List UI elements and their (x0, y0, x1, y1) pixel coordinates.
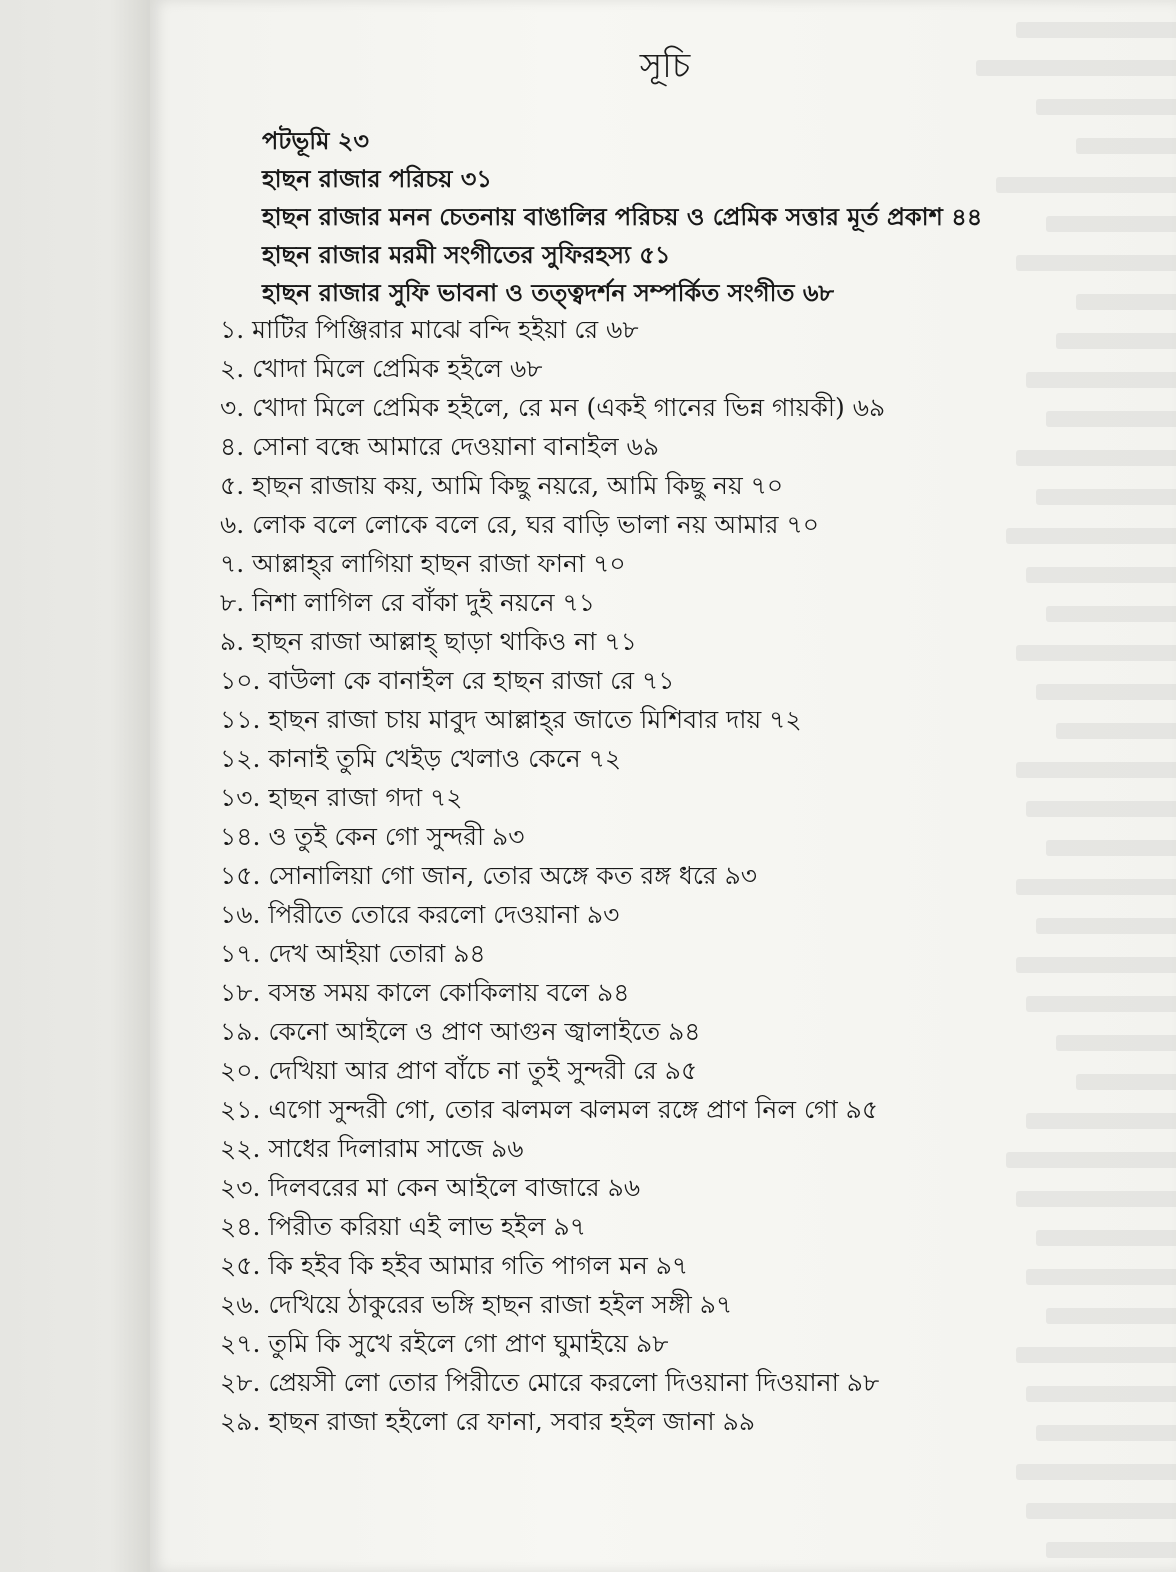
song-entry: ২৭. তুমি কি সুখে রইলে গো প্রাণ ঘুমাইয়ে ৯৮ (220, 1329, 669, 1358)
song-entry: ৬. লোক বলে লোকে বলে রে, ঘর বাড়ি ভালা নয় আমার ৭০ (220, 510, 820, 539)
song-entry: ৮. নিশা লাগিল রে বাঁকা দুই নয়নে ৭১ (220, 588, 595, 617)
song-entry: ২৯. হাছন রাজা হইলো রে ফানা, সবার হইল জানা ৯৯ (220, 1407, 756, 1436)
song-entry: ১৯. কেনো আইলে ও প্রাণ আগুন জ্বালাইতে ৯৪ (220, 1017, 701, 1046)
section-heading: হাছন রাজার মরমী সংগীতের সুফিরহস্য ৫১ (262, 241, 671, 269)
facing-page-margin (0, 0, 158, 1572)
song-entry: ১৮. বসন্ত সময় কালে কোকিলায় বলে ৯৪ (220, 978, 630, 1007)
song-entry: ২১. এগো সুন্দরী গো, তোর ঝলমল ঝলমল রঙ্গে প্রাণ নিল গো ৯৫ (220, 1095, 879, 1124)
song-list (220, 310, 1140, 1441)
section-heading: পটভূমি ২৩ (262, 127, 370, 155)
song-entry: ৪. সোনা বন্ধে আমারে দেওয়ানা বানাইল ৬৯ (220, 432, 660, 461)
song-entry: ২৬. দেখিয়ে ঠাকুরের ভঙ্গি হাছন রাজা হইল সঙ্গী ৯৭ (220, 1290, 733, 1319)
song-entry: ৫. হাছন রাজায় কয়, আমি কিছু নয়রে, আমি কিছু নয় ৭০ (220, 471, 784, 500)
song-entry: ২৩. দিলবরের মা কেন আইলে বাজারে ৯৬ (220, 1173, 641, 1202)
song-entry: ১০. বাউলা কে বানাইল রে হাছন রাজা রে ৭১ (220, 666, 675, 695)
song-entry: ১. মাটির পিঞ্জিরার মাঝে বন্দি হইয়া রে ৬৮ (220, 315, 639, 344)
song-entry: ২. খোদা মিলে প্রেমিক হইলে ৬৮ (220, 354, 543, 383)
song-entry: ১৩. হাছন রাজা গদা ৭২ (220, 783, 463, 812)
song-entry: ৩. খোদা মিলে প্রেমিক হইলে, রে মন (একই গানের ভিন্ন গায়কী) ৬৯ (220, 393, 886, 422)
song-entry: ১১. হাছন রাজা চায় মাবুদ আল্লাহ্‌র জাতে মিশিবার দায় ৭২ (220, 705, 802, 734)
section-heading: হাছন রাজার সুফি ভাবনা ও তত্ত্বদর্শন সম্পর্কিত সংগীত ৬৮ (262, 279, 835, 307)
song-entry: ১৬. পিরীতে তোরে করলো দেওয়ানা ৯৩ (220, 900, 620, 929)
song-entry: ১৫. সোনালিয়া গো জান, তোর অঙ্গে কত রঙ্গ ধরে ৯৩ (220, 861, 758, 890)
song-entry: ২৪. পিরীত করিয়া এই লাভ হইল ৯৭ (220, 1212, 587, 1241)
song-entry: ১২. কানাই তুমি খেইড় খেলাও কেনে ৭২ (220, 744, 622, 773)
song-entry: ২৮. প্রেয়সী লো তোর পিরীতে মোরে করলো দিওয়ানা দিওয়ানা ৯৮ (220, 1368, 880, 1397)
song-entry: ১৭. দেখ আইয়া তোরা ৯৪ (220, 939, 486, 968)
song-entry: ২৫. কি হইব কি হইব আমার গতি পাগল মন ৯৭ (220, 1251, 689, 1280)
song-entry: ৯. হাছন রাজা আল্লাহ্‌ ছাড়া থাকিও না ৭১ (220, 627, 637, 656)
song-entry: ১৪. ও তুই কেন গো সুন্দরী ৯৩ (220, 822, 525, 851)
section-list (262, 122, 1142, 312)
song-entry: ৭. আল্লাহ্‌র লাগিয়া হাছন রাজা ফানা ৭০ (220, 549, 626, 578)
song-entry: ২০. দেখিয়া আর প্রাণ বাঁচে না তুই সুন্দরী রে ৯৫ (220, 1056, 698, 1085)
page-title: সূচি (639, 46, 691, 86)
section-heading: হাছন রাজার পরিচয় ৩১ (262, 165, 492, 193)
song-entry: ২২. সাধের দিলারাম সাজে ৯৬ (220, 1134, 524, 1163)
section-heading: হাছন রাজার মনন চেতনায় বাঙালির পরিচয় ও প্রেমিক সত্তার মূর্ত প্রকাশ ৪৪ (262, 203, 983, 231)
